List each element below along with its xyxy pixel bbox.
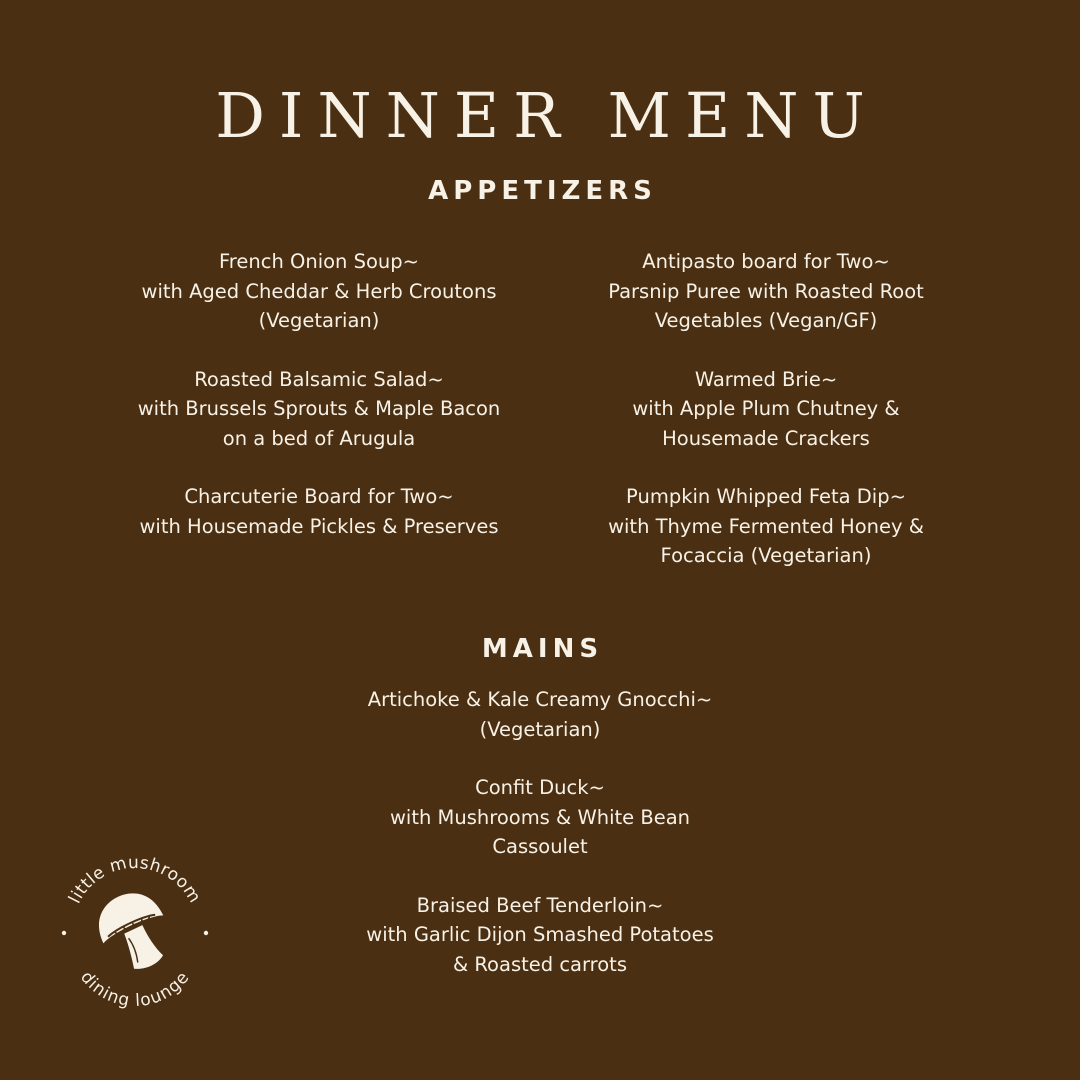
- appetizers-left-column: [104, 247, 534, 570]
- dish-name: Charcuterie Board for Two~: [184, 485, 454, 508]
- dish-name: French Onion Soup~: [218, 250, 420, 273]
- dish-description: with Thyme Fermented Honey &: [608, 514, 924, 538]
- dish-description: with Brussels Sprouts & Maple Bacon: [137, 397, 501, 420]
- dish-description: on a bed of Arugula: [222, 426, 416, 450]
- dish-description: with Aged Cheddar & Herb Croutons: [141, 279, 497, 303]
- dish-description: Parsnip Puree with Roasted Root: [608, 279, 924, 303]
- menu-item: [290, 773, 790, 862]
- dish-name: Roasted Balsamic Salad~: [194, 367, 444, 391]
- logo-dot-right: [204, 931, 208, 935]
- dish-name: Warmed Brie~: [694, 367, 838, 391]
- dish-description: with Apple Plum Chutney &: [632, 397, 900, 420]
- dish-name: Pumpkin Whipped Feta Dip~: [626, 485, 906, 508]
- logo-mark: [55, 845, 215, 1015]
- mains-heading: MAINS: [481, 634, 604, 664]
- menu-item: [551, 482, 981, 571]
- menu-item: [551, 365, 981, 454]
- menu-item: [104, 247, 534, 336]
- menu-item: [290, 685, 790, 744]
- menu-item: [104, 482, 534, 541]
- menu-item: [290, 891, 790, 980]
- mushroom-icon: [88, 883, 180, 980]
- dish-name: Braised Beef Tenderloin~: [416, 893, 664, 917]
- menu-title: DINNER MENU: [215, 79, 879, 152]
- dish-name: Antipasto board for Two~: [642, 250, 890, 273]
- logo-dot-left: [62, 931, 66, 935]
- logo-top-text: little mushroom: [65, 852, 205, 907]
- dish-description: Housemade Crackers: [662, 426, 870, 450]
- dish-description: (Vegetarian): [258, 309, 380, 332]
- logo-bottom-text: dining lounge: [76, 967, 194, 1012]
- dish-description: with Garlic Dijon Smashed Potatoes: [366, 923, 714, 946]
- dish-name: Artichoke & Kale Creamy Gnocchi~: [367, 688, 713, 711]
- dish-description: Focaccia (Vegetarian): [660, 544, 872, 567]
- dish-description: & Roasted carrots: [452, 952, 627, 976]
- mains-list: [290, 685, 790, 1008]
- menu-item: [104, 365, 534, 454]
- menu-item: [551, 247, 981, 336]
- restaurant-logo: [55, 845, 215, 1015]
- dish-description: with Mushrooms & White Bean: [389, 805, 691, 829]
- dish-description: Cassoulet: [492, 835, 588, 858]
- appetizers-heading: APPETIZERS: [428, 176, 657, 206]
- dish-name: Confit Duck~: [475, 776, 605, 799]
- dish-description: with Housemade Pickles & Preserves: [139, 514, 499, 538]
- dish-description: Vegetables (Vegan/GF): [654, 309, 878, 332]
- dish-description: (Vegetarian): [479, 717, 601, 741]
- appetizers-right-column: [551, 247, 981, 600]
